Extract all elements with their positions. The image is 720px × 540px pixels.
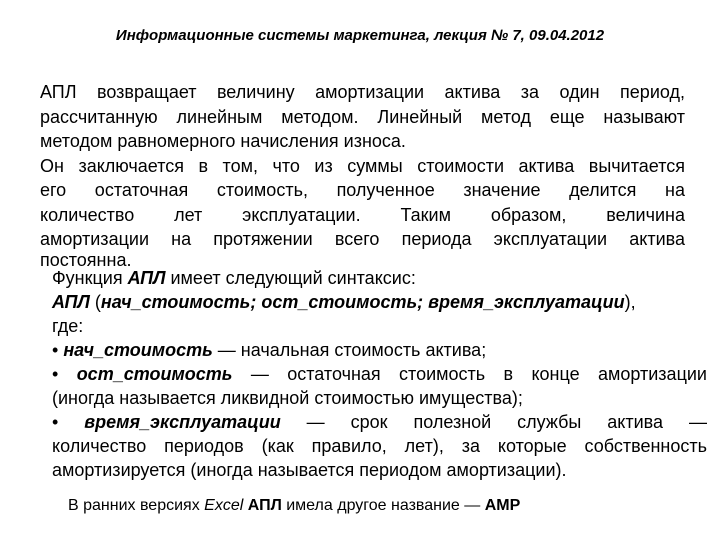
param-salvage-note: (иногда называется ликвидной стоимостью имущества); bbox=[52, 388, 523, 408]
syntax-where: где: bbox=[52, 316, 84, 336]
syntax-signature: АПЛ (нач_стоимость; ост_стоимость; время_эксплуатации), bbox=[52, 292, 636, 312]
intro-line: рассчитанную линейным методом. Линейный метод еще называют bbox=[40, 106, 685, 127]
param-initial-cost: • нач_стоимость — начальная стоимость актива; bbox=[52, 340, 487, 360]
intro-line: его остаточная стоимость, полученное значение делится на bbox=[40, 180, 685, 200]
intro-line: АПЛ возвращает величину амортизации актива за один период, bbox=[40, 82, 685, 102]
intro-line: постоянна. bbox=[40, 250, 132, 270]
param-useful-life: • время_эксплуатации — срок полезной службы актива — bbox=[52, 412, 707, 432]
param-useful-life-note: количество периодов (как правило, лет), за которые собственность bbox=[52, 436, 707, 456]
footer-note: В ранних версиях Excel АПЛ имела другое название — АМР bbox=[68, 497, 521, 514]
param-salvage-value: • ост_стоимость — остаточная стоимость в конце амортизации bbox=[52, 364, 707, 384]
intro-line: Он заключается в том, что из суммы стоимости актива вычитается bbox=[40, 155, 685, 176]
lecture-header: Информационные системы маркетинга, лекция № 7, 09.04.2012 bbox=[115, 27, 605, 44]
intro-line: амортизации на протяжении всего периода эксплуатации актива bbox=[40, 229, 685, 249]
param-useful-life-note: амортизируется (иногда называется периодом амортизации). bbox=[52, 460, 567, 480]
syntax-intro-line: Функция АПЛ имеет следующий синтаксис: bbox=[52, 268, 416, 288]
intro-line: методом равномерного начисления износа. bbox=[40, 131, 406, 151]
intro-line: количество лет эксплуатации. Таким образом, величина bbox=[40, 204, 685, 225]
